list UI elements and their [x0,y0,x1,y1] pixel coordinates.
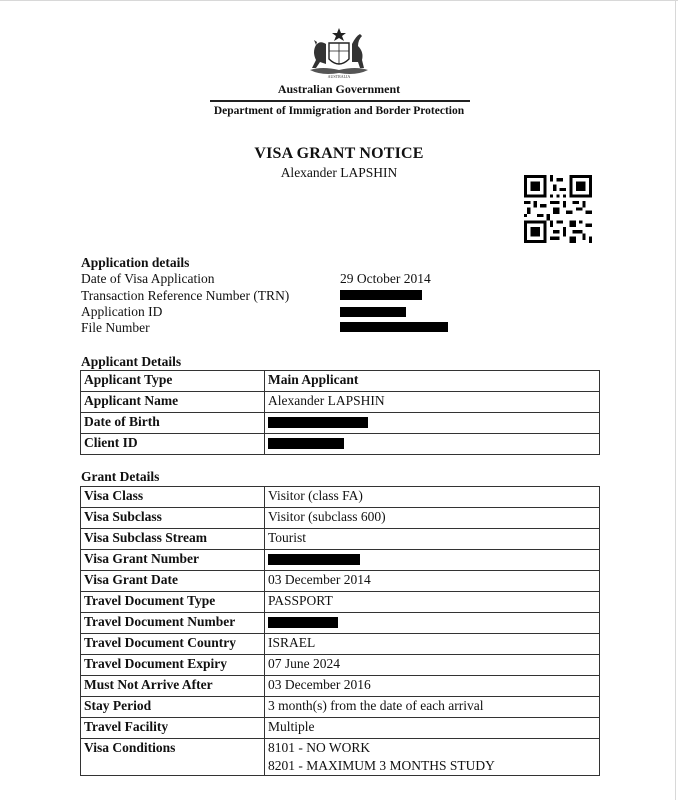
row-value: PASSPORT [265,592,600,613]
row-label: Visa Grant Date [81,571,265,592]
row-value: ISRAEL [265,634,600,655]
applicant-details-table [80,370,600,455]
row-label: Must Not Arrive After [81,676,265,697]
application-row-label: Application ID [81,304,163,319]
row-label: Travel Facility [81,718,265,739]
department-name: Department of Immigration and Border Protection [213,105,465,117]
application-details-heading: Application details [81,255,190,270]
coat-of-arms-icon [302,26,376,80]
row-value: 03 December 2014 [265,571,600,592]
row-value: Visitor (subclass 600) [265,508,600,529]
row-value: Visitor (class FA) [265,487,600,508]
application-row-label: Transaction Reference Number (TRN) [81,288,290,303]
redaction-bar [340,290,422,300]
row-value: 07 June 2024 [265,655,600,676]
row-value: 03 December 2016 [265,676,600,697]
row-value-redacted [265,434,600,455]
holder-name: Alexander LAPSHIN [280,165,398,180]
row-label: Applicant Type [81,371,265,392]
row-label: Travel Document Country [81,634,265,655]
page-edge [675,0,676,800]
table-row [81,529,600,550]
row-label: Visa Class [81,487,265,508]
row-label: Client ID [81,434,265,455]
row-label: Visa Subclass Stream [81,529,265,550]
row-value: Alexander LAPSHIN [265,392,600,413]
table-row [81,718,600,739]
redaction-bar [268,417,368,428]
grant-details-table [80,486,600,776]
grant-details-heading: Grant Details [81,469,160,484]
table-row [81,413,600,434]
table-row [81,434,600,455]
table-row [81,487,600,508]
row-label: Date of Birth [81,413,265,434]
table-row [81,739,600,776]
application-row-label: Date of Visa Application [81,271,215,286]
row-value: Main Applicant [265,371,600,392]
table-row [81,571,600,592]
header-rule [210,100,470,102]
table-row [81,392,600,413]
visa-condition: 8201 - MAXIMUM 3 MONTHS STUDY [268,758,495,773]
visa-conditions-cell [265,739,600,776]
redaction-bar [340,322,448,332]
visa-condition: 8101 - NO WORK [268,740,371,755]
table-row [81,655,600,676]
page-top-border [0,0,678,1]
row-value-redacted [265,413,600,434]
row-label: Travel Document Expiry [81,655,265,676]
row-value: Tourist [265,529,600,550]
row-value: 3 month(s) from the date of each arrival [265,697,600,718]
row-label: Stay Period [81,697,265,718]
notice-title: VISA GRANT NOTICE [254,145,424,162]
table-row [81,508,600,529]
application-row-value: 29 October 2014 [340,271,431,286]
redaction-bar [268,617,338,628]
row-label: Visa Subclass [81,508,265,529]
row-value-redacted [265,613,600,634]
table-row [81,613,600,634]
redaction-bar [340,307,406,317]
applicant-details-heading: Applicant Details [81,354,182,369]
row-label: Travel Document Type [81,592,265,613]
row-label: Visa Grant Number [81,550,265,571]
svg-text:AUSTRALIA: AUSTRALIA [327,74,351,79]
qr-code-icon [524,175,592,243]
table-row [81,634,600,655]
application-row-label: File Number [81,320,150,335]
redaction-bar [268,554,360,565]
table-row [81,550,600,571]
row-value-redacted [265,550,600,571]
row-value: Multiple [265,718,600,739]
row-label: Travel Document Number [81,613,265,634]
row-label: Visa Conditions [81,739,265,776]
government-name: Australian Government [277,82,401,96]
table-row [81,371,600,392]
table-row [81,676,600,697]
table-row [81,592,600,613]
redaction-bar [268,438,344,449]
table-row [81,697,600,718]
row-label: Applicant Name [81,392,265,413]
